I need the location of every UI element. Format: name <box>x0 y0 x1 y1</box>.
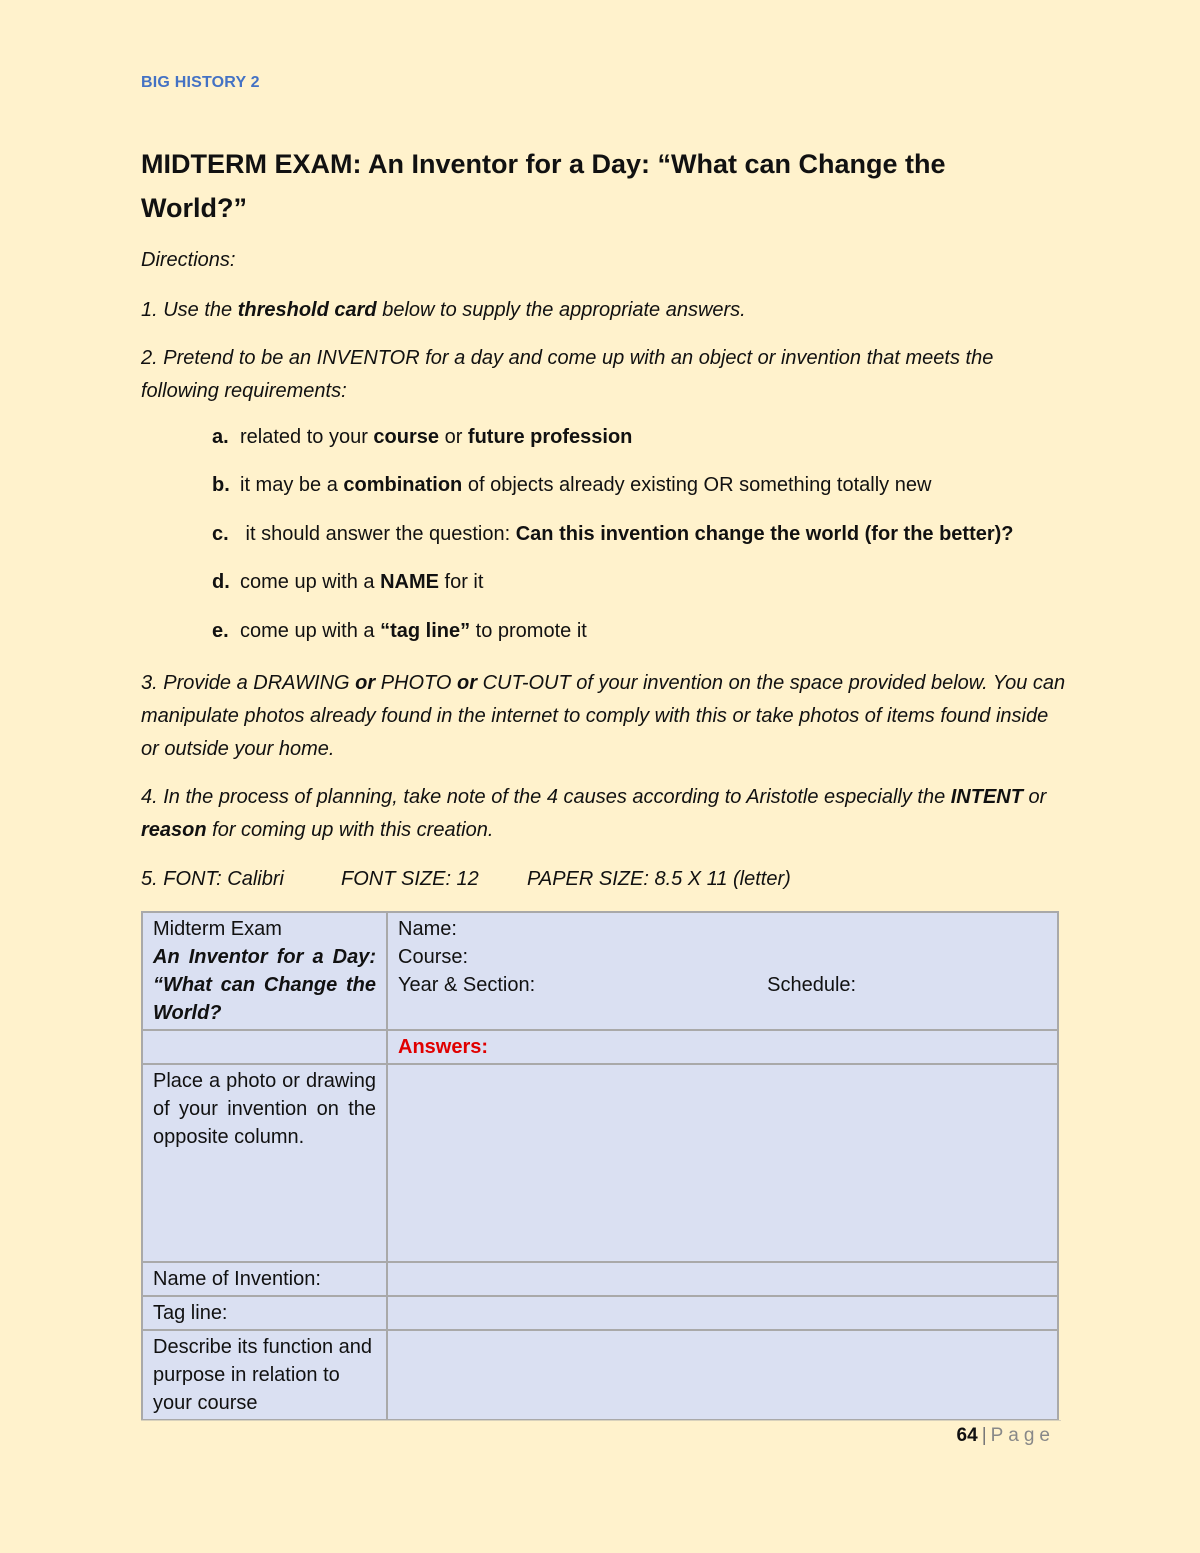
invention-name-row <box>142 1262 1058 1296</box>
running-header: BIG HISTORY 2 <box>141 74 260 91</box>
student-info-cell[interactable] <box>387 912 1058 1030</box>
page-number: 64 <box>956 1425 978 1446</box>
card-title-cell: Midterm Exam An Inventor for a Day: “What can Change the World? <box>142 912 387 1030</box>
answers-label: Answers: <box>387 1030 1058 1064</box>
tagline-answer[interactable] <box>387 1296 1058 1330</box>
card-subtitle: An Inventor for a Day: “What can Change the World? <box>153 946 376 1024</box>
page-footer: 64 | Page <box>956 1425 1055 1446</box>
requirement-c: c. it should answer the question: Can this invention change the world (for the better)? <box>212 523 1014 545</box>
directions-label: Directions: <box>141 249 236 271</box>
schedule-label: Schedule: <box>767 974 857 996</box>
invention-name-label: Name of Invention: <box>142 1262 387 1296</box>
tagline-label: Tag line: <box>142 1296 387 1330</box>
describe-row <box>142 1330 1058 1420</box>
describe-label: Describe its function and purpose in relation to your course <box>142 1330 387 1420</box>
tagline-row <box>142 1296 1058 1330</box>
direction-5: 5. FONT: Calibri FONT SIZE: 12 PAPER SIZE: 8.5 X 11 (letter) <box>141 868 791 890</box>
direction-2: 2. Pretend to be an INVENTOR for a day and come up with an object or invention that meets the following requirements: <box>141 347 994 402</box>
invention-name-answer[interactable] <box>387 1262 1058 1296</box>
card-header-row <box>142 912 1058 1030</box>
threshold-card <box>141 911 1059 1421</box>
direction-4: 4. In the process of planning, take note of the 4 causes according to Aristotle especially the INTENT or reason for coming up with this creation. <box>141 786 1047 841</box>
direction-3: 3. Provide a DRAWING or PHOTO or CUT-OUT of your invention on the space provided below. You can manipulate photos already found in the internet to comply with this or take photos of items found inside or outside your home. <box>141 672 1066 760</box>
year-section-row: Year & Section: Schedule: <box>398 971 1047 999</box>
name-label: Name: <box>398 918 457 940</box>
footer-divider <box>141 1420 1061 1421</box>
requirement-e: e. come up with a “tag line” to promote it <box>212 620 587 642</box>
direction-1: 1. Use the threshold card below to supply the appropriate answers. <box>141 299 746 321</box>
answers-header-row <box>142 1030 1058 1064</box>
course-label: Course: <box>398 946 469 968</box>
describe-answer[interactable] <box>387 1330 1058 1420</box>
requirement-d: d. come up with a NAME for it <box>212 571 484 593</box>
exam-title: MIDTERM EXAM: An Inventor for a Day: “What can Change the World?” <box>141 149 946 223</box>
requirement-b: b. it may be a combination of objects already existing OR something totally new <box>212 474 932 496</box>
requirement-a: a. related to your course or future profession <box>212 426 633 448</box>
photo-instruction: Place a photo or drawing of your invention on the opposite column. <box>142 1064 387 1262</box>
photo-row <box>142 1064 1058 1262</box>
photo-answer-cell[interactable] <box>387 1064 1058 1262</box>
